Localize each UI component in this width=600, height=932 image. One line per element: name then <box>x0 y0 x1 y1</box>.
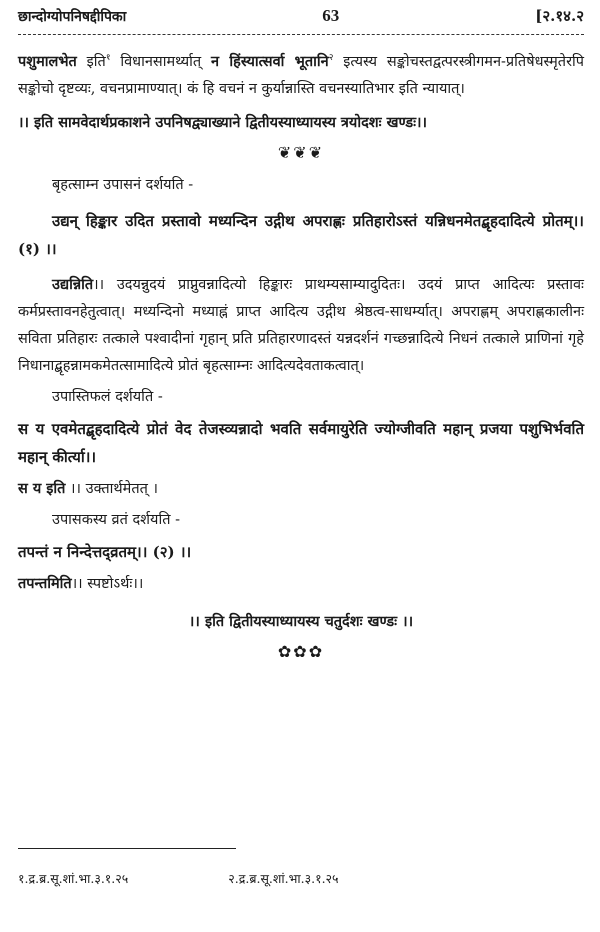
running-header <box>18 6 584 28</box>
header-section-ref: [२.१४.२ <box>535 7 584 25</box>
ornament-divider-bottom: ✿✿✿ <box>277 641 325 661</box>
commentary-2-text: ।। उक्तार्थमेतत् । <box>65 480 158 497</box>
commentary-3-text: ।। स्पष्टोऽर्थः।। <box>71 575 144 592</box>
commentary-2-lemma: स य इति <box>18 479 66 497</box>
commentary-1-lemma: उद्यन्निति <box>52 275 94 293</box>
quote-bold-2: न हिंस्यात्सर्वा भूतानि <box>211 52 329 70</box>
ornament-divider: ❦❦❦ <box>277 142 325 162</box>
commentary-1 <box>18 271 584 380</box>
mantra-verse-3: तपन्तं न निन्देत्तद्व्रतम्।। (२) ।। <box>18 542 192 561</box>
footnotes <box>18 870 339 887</box>
commentary-1-text: ।। उदयन्नुदयं प्राप्नुवन्नादित्यो हिङ्कारः प्राथम्यसाम्यादुदितः। उदयं प्राप्त आदित्यः प्रस्तावः कर्मप्रस्तावनहेतुत्वात्। मध्यन्दिनो मध्याह्नं प्राप्त आदित्य उद्गीथ श्रेष्ठत्व-साधर्म्यात्। अपराह्णम् अपराह्णकालीनः सविता प्रतिहारः तत्काले पश्वादीनां गृहान् प्रति प्रतिहारणादस्तं यन्नदर्शनं गच्छन्नादित्ये निधनं तत्काले प्राणिनां गृहे निधानाद्बृहन्नामकमेतत्सामादित्ये प्रोतं बृहत्साम्नः आदित्यदेवताकत्वात्। <box>18 276 584 374</box>
text-run-3: इत्यस्य सङ्कोचस्तद्वत्परस्त्रीगमन-प्रतिषेधस्मृतेरपि सङ्कोचो दृष्टव्यः, वचनप्रामाण्यात्। कं हि वचनं न कुर्यान्नास्ति वचनस्यातिभार इति न्यायात्। <box>18 53 584 97</box>
header-rule <box>18 34 584 35</box>
footnote-ref-2: २ <box>328 53 334 63</box>
text-run-1: इति <box>76 53 106 70</box>
page-number: 63 <box>322 6 340 25</box>
intro-line-2: उपास्तिफलं दर्शयति - <box>52 388 163 405</box>
commentary-3-lemma: तपन्तमिति <box>18 574 72 592</box>
commentary-3 <box>18 570 584 598</box>
footnote-2: २.द्र.ब्र.सू.शां.भा.३.१.२५ <box>228 871 339 886</box>
footnote-ref-1: १ <box>105 53 111 63</box>
document-page <box>18 6 584 886</box>
section-colophon-13: ।। इति सामवेदार्थप्रकाशने उपनिषद्व्याख्याने द्वितीयस्याध्यायस्य त्रयोदशः खण्डः।। <box>18 113 428 131</box>
mantra-verse-2: स य एवमेतद्बृहदादित्ये प्रोतं वेद तेजस्व्यन्नादो भवति सर्वमायुरेति ज्योग्जीवति महान् प्रजया पशुभिर्भवति महान् कीर्त्या।। <box>18 419 584 466</box>
text-run-2: विधानसामर्थ्यात् <box>110 53 212 70</box>
footnote-rule <box>18 848 236 849</box>
header-title: छान्दोग्योपनिषद्दीपिका <box>18 9 127 25</box>
commentary-2 <box>18 475 584 503</box>
mantra-verse-1: उद्यन् हिङ्कार उदित प्रस्तावो मध्यन्दिन उद्गीथ अपराह्णः प्रतिहारोऽस्तं यन्निधनमेतद्बृहदादित्ये प्रोतम्।। (१) ।। <box>18 211 584 258</box>
intro-line-1: बृहत्साम्न उपासनं दर्शयति - <box>52 176 194 193</box>
section-colophon-14: ।। इति द्वितीयस्याध्यायस्य चतुर्दशः खण्डः ।। <box>188 612 414 630</box>
quote-bold-1: पशुमालभेत <box>18 52 77 70</box>
footnote-1: १.द्र.ब्र.सू.शां.भा.३.१.२५ <box>18 871 129 886</box>
intro-line-3: उपासकस्य व्रतं दर्शयति - <box>52 511 180 528</box>
paragraph-continuation <box>18 45 584 103</box>
